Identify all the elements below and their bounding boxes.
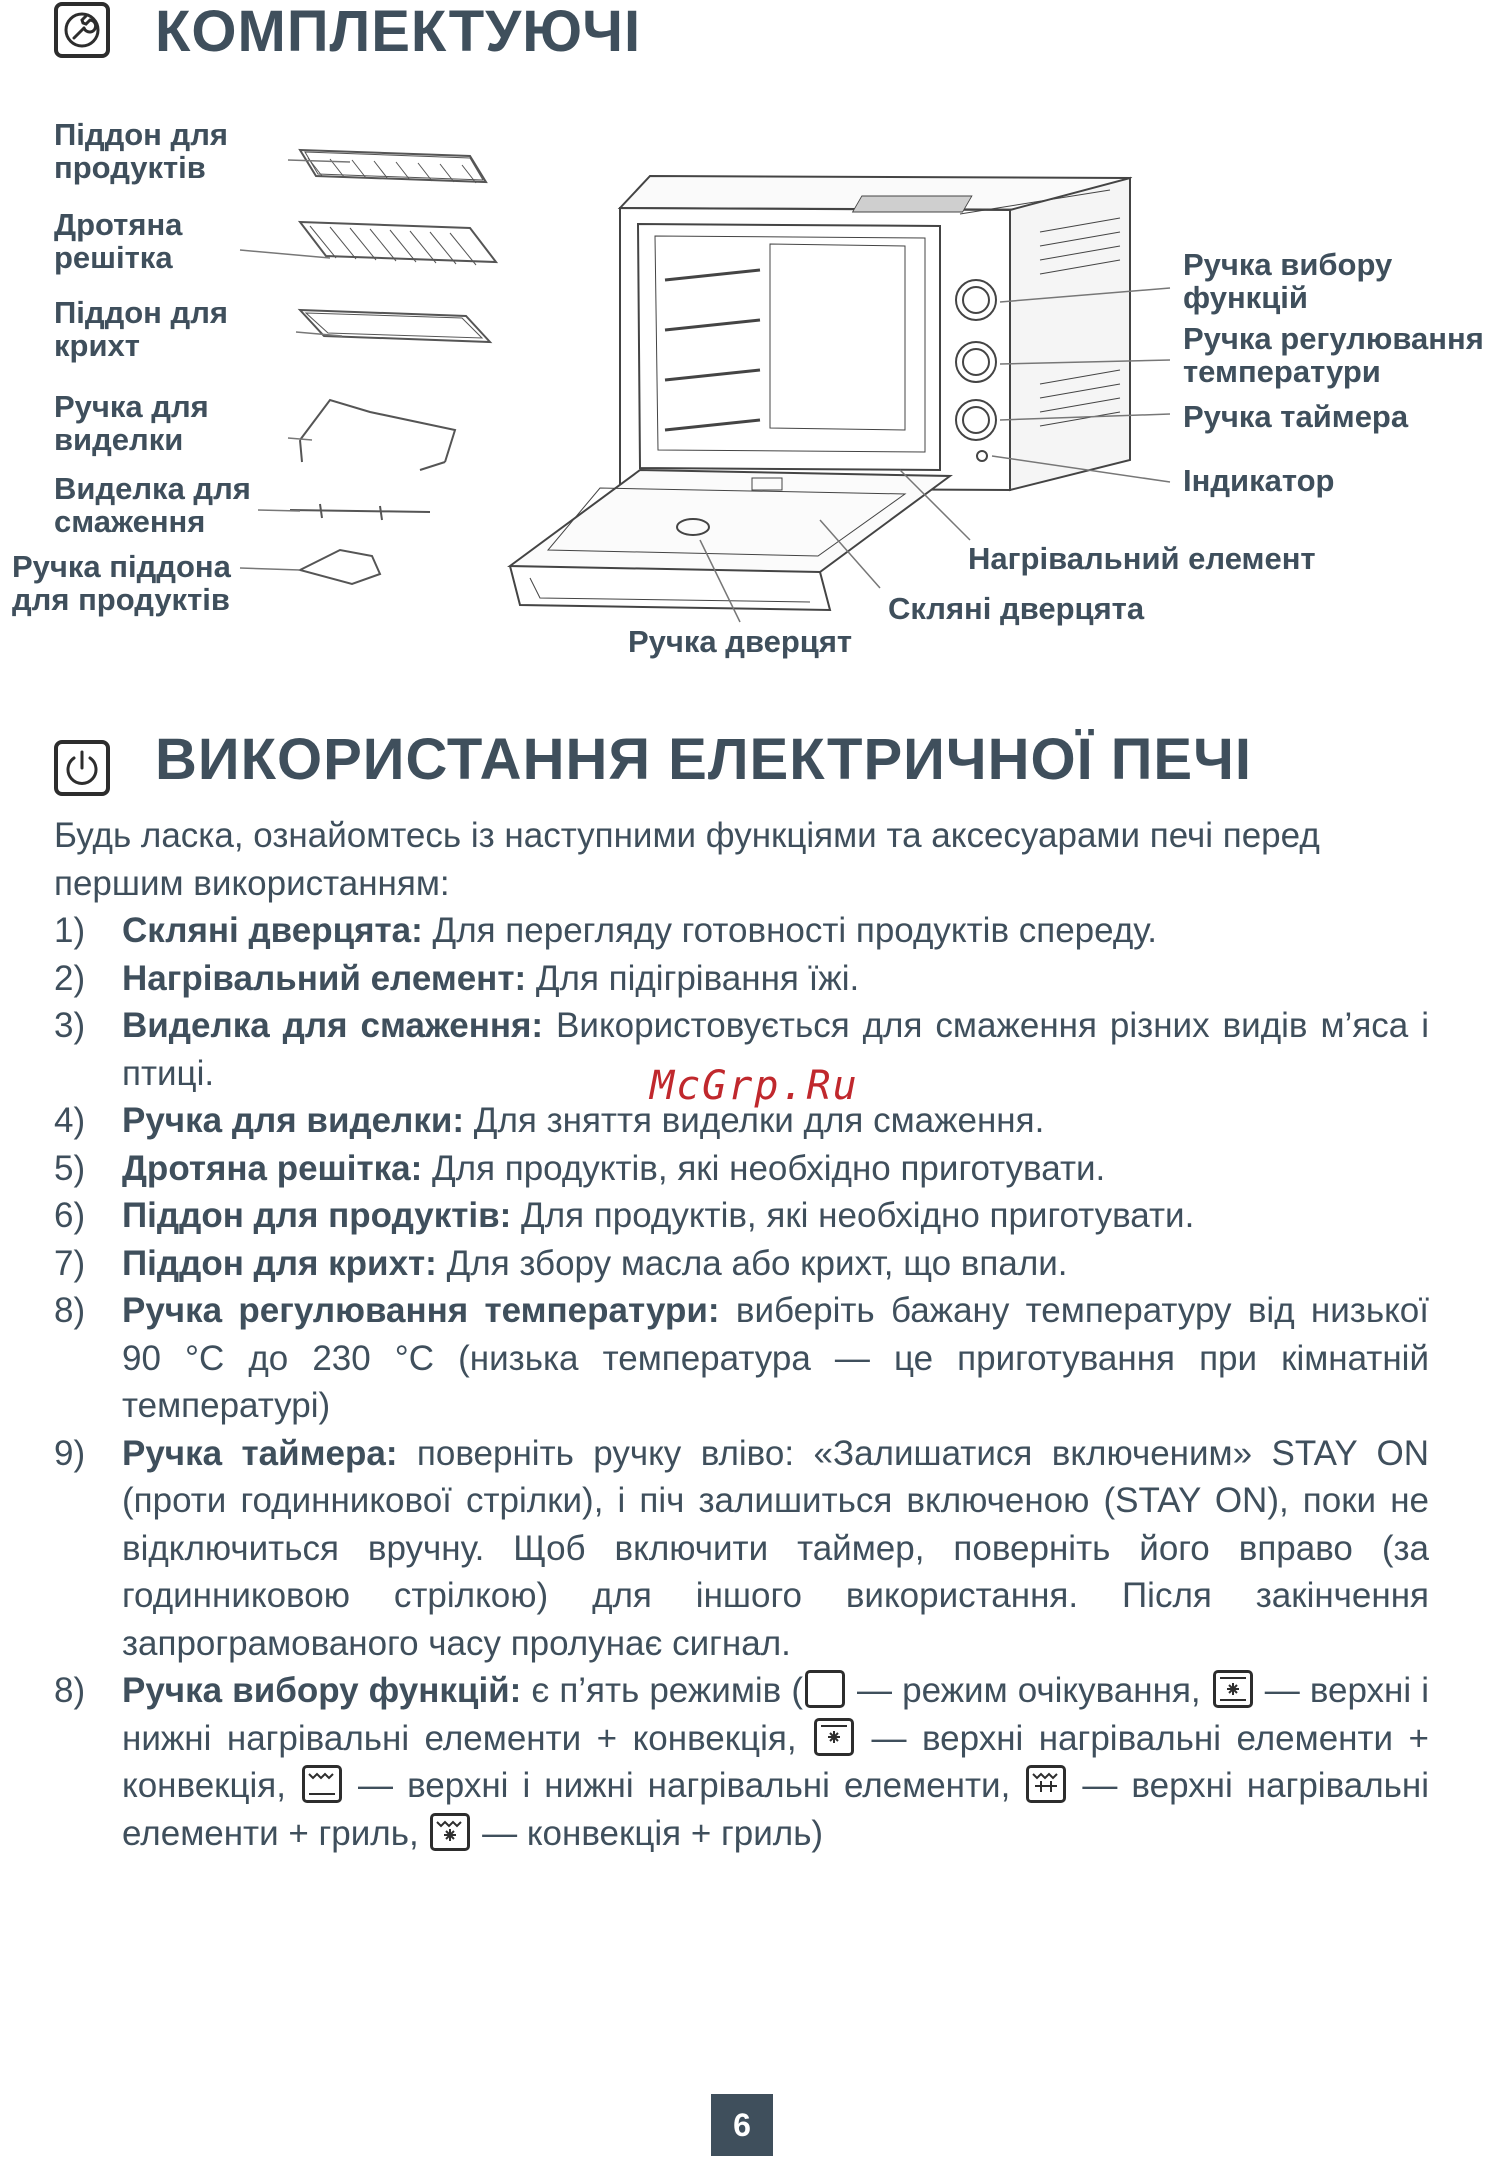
leader-lines-left bbox=[240, 160, 350, 570]
section-title-usage: ВИКОРИСТАННЯ ЕЛЕКТРИЧНОЇ ПЕЧІ bbox=[155, 727, 1252, 792]
tray-handle-illustration bbox=[300, 550, 380, 584]
top-bottom-convection-mode-icon bbox=[1213, 1670, 1253, 1708]
top-bottom-heating-mode-icon bbox=[302, 1765, 342, 1803]
baking-tray-illustration bbox=[300, 150, 486, 183]
label-tray-handle: Ручка піддона для продуктів bbox=[12, 549, 231, 617]
wrench-icon bbox=[54, 2, 110, 58]
page-number: 6 bbox=[711, 2094, 773, 2156]
top-heating-grill-mode-icon bbox=[1026, 1765, 1066, 1803]
label-function-knob: Ручка вибору функцій bbox=[1183, 247, 1393, 315]
convection-grill-mode-icon bbox=[430, 1813, 470, 1851]
list-item: 2) Нагрівальний елемент: Для підігрівання їжі. bbox=[54, 958, 860, 998]
label-wire-rack: Дротяна решітка bbox=[54, 207, 183, 275]
fork-handle-illustration bbox=[300, 400, 455, 470]
label-crumb-tray: Піддон для крихт bbox=[54, 295, 228, 363]
list-item: 5) Дротяна решітка: Для продуктів, які необхідно приготувати. bbox=[54, 1148, 1106, 1188]
crumb-tray-illustration bbox=[300, 310, 490, 342]
power-icon bbox=[54, 740, 110, 796]
list-item: 4) Ручка для виделки: Для зняття виделки для смаження. bbox=[54, 1101, 1045, 1140]
list-item: 1) Скляні дверцята: Для перегляду готовності продуктів спереду. bbox=[54, 911, 1157, 950]
rotisserie-fork-illustration bbox=[290, 504, 430, 520]
label-temperature-knob: Ручка регулювання температури bbox=[1183, 321, 1484, 389]
list-item: 8) Ручка регулювання температури: виберіть бажану температуру від низької 90 °C до 230 °C (низька температура — це приготування при кімнатній температурі) bbox=[54, 1291, 1429, 1425]
label-baking-tray: Піддон для продуктів bbox=[54, 117, 228, 185]
standby-mode-icon bbox=[805, 1670, 845, 1708]
label-timer-knob: Ручка таймера bbox=[1183, 399, 1409, 434]
list-item: 9) Ручка таймера: поверніть ручку вліво: «Залишатися включеним» STAY ON (проти годинникової стрілки), і піч залишиться включеною (STAY ON), поки не відключиться вручну. Щоб включити таймер, поверніть його вправо (за годинниковою стрілкою) для іншого використання. Після закінчення запрограмованого часу пролунає сигнал. bbox=[54, 1433, 1429, 1663]
top-convection-mode-icon bbox=[814, 1718, 854, 1756]
label-door-handle: Ручка дверцят bbox=[628, 624, 853, 659]
list-item: 3) Виделка для смаження: Використовується для смаження різних видів м’яса і птиці. bbox=[54, 1006, 1429, 1093]
feature-list bbox=[54, 907, 1429, 1857]
list-item: 7) Піддон для крихт: Для збору масла або крихт, що впали. bbox=[54, 1243, 1068, 1283]
label-glass-door: Скляні дверцята bbox=[888, 591, 1145, 626]
label-indicator: Індикатор bbox=[1183, 463, 1335, 498]
label-rotisserie-fork: Виделка для смаження bbox=[54, 471, 251, 539]
list-item: 6) Піддон для продуктів: Для продуктів, які необхідно приготувати. bbox=[54, 1196, 1195, 1235]
section-title-accessories: КОМПЛЕКТУЮЧІ bbox=[155, 0, 642, 64]
label-heating-element: Нагрівальний елемент bbox=[968, 541, 1316, 576]
label-fork-handle: Ручка для виделки bbox=[54, 389, 209, 457]
intro-paragraph: Будь ласка, ознайомтесь із наступними функціями та аксесуарами печі перед першим використанням: bbox=[54, 816, 1320, 903]
list-item-function-knob: 8) Ручка вибору функцій: є п’ять режимів ( — режим очікування, — верхні і нижні нагрівальні елементи + конвекція, — верхні нагрівальні елементи + конвекція, — верхні і нижні нагрівальні елементи, — верхні нагрівальні елементи + гриль, — конвекція + гриль) bbox=[54, 1671, 1430, 1853]
watermark: McGrp.Ru bbox=[650, 1063, 859, 1109]
